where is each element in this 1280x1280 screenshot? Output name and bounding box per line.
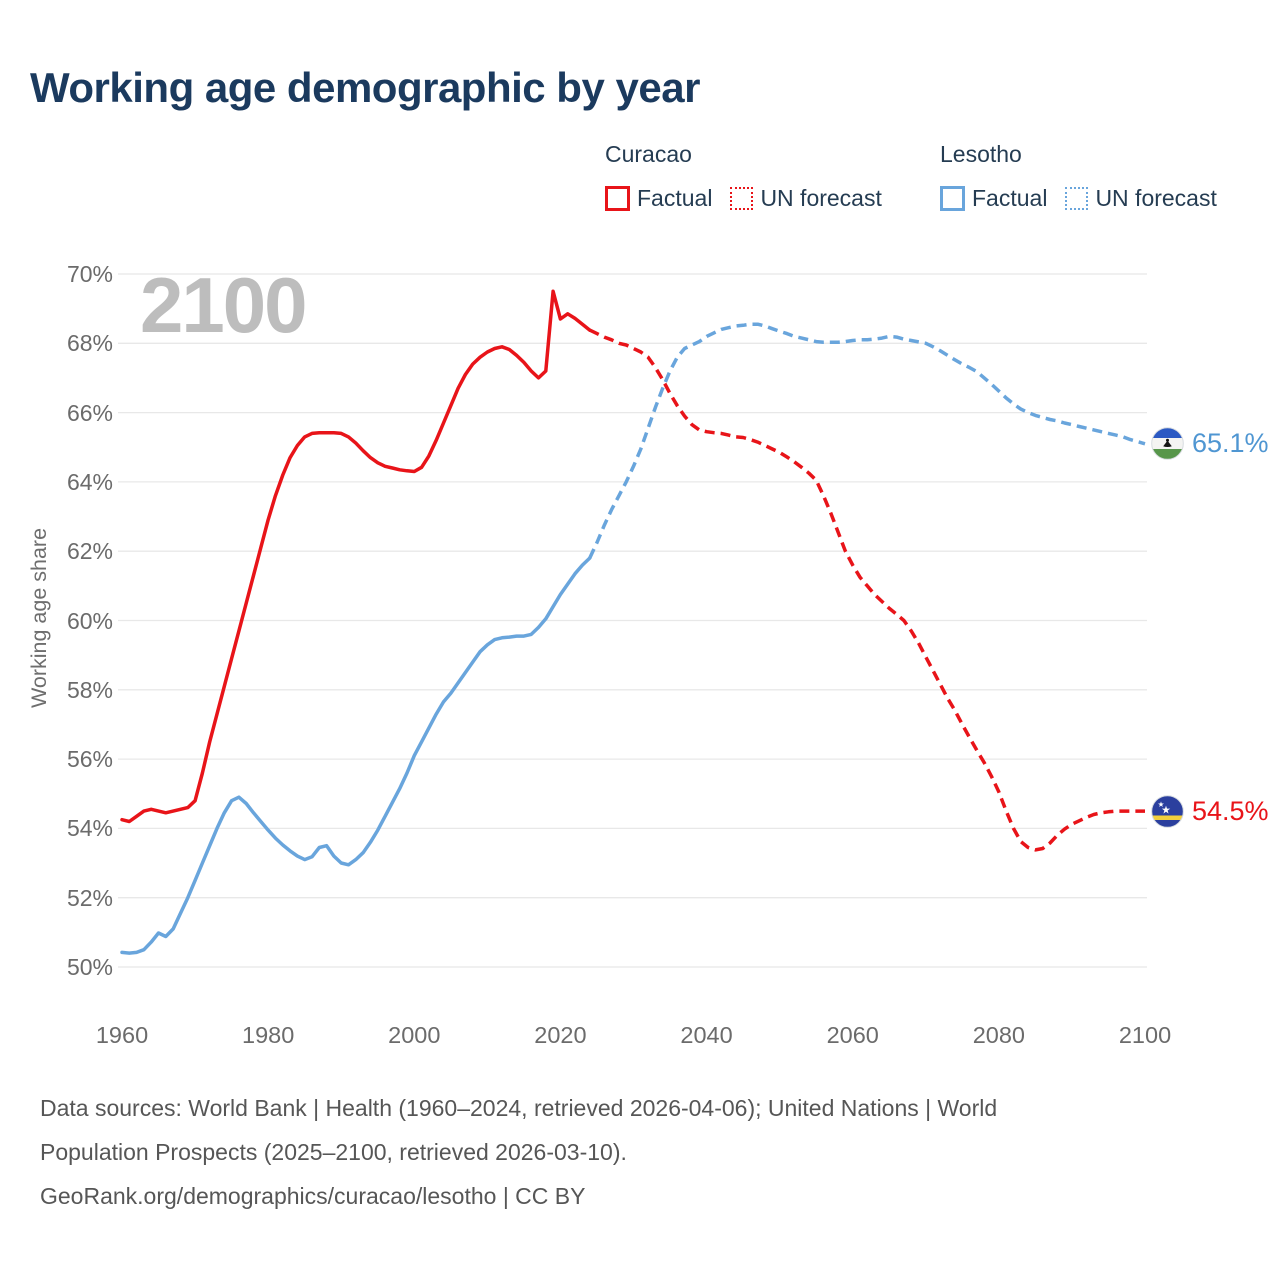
- x-tick-label: 2020: [534, 1022, 587, 1048]
- x-tick-label: 2080: [972, 1022, 1025, 1048]
- x-tick-label: 2060: [826, 1022, 879, 1048]
- current-year-watermark: 2100: [140, 261, 306, 349]
- curacao-forecast-line: [590, 330, 1145, 850]
- curacao-factual-line: [122, 291, 590, 821]
- x-tick-label: 1980: [242, 1022, 295, 1048]
- y-tick-label: 58%: [66, 676, 113, 703]
- y-tick-label: 70%: [66, 261, 113, 287]
- end-label-value: 54.5%: [1192, 795, 1269, 826]
- legend-item-label: Factual: [637, 185, 713, 211]
- y-tick-label: 52%: [66, 884, 113, 911]
- x-tick-label: 2000: [388, 1022, 441, 1048]
- curacao-flag-icon: [1151, 795, 1184, 828]
- x-tick-label: 1960: [95, 1022, 149, 1048]
- y-tick-label: 54%: [66, 815, 113, 842]
- page-title: Working age demographic by year: [30, 64, 700, 111]
- y-axis-label: Working age share: [27, 527, 51, 709]
- legend-group-label: Lesotho: [940, 141, 1022, 167]
- end-label-curacao: [1151, 795, 1269, 828]
- lesotho-factual-line: [122, 558, 590, 953]
- end-label-value: 65.1%: [1192, 428, 1269, 459]
- legend-item-label: UN forecast: [760, 185, 882, 211]
- y-tick-label: 66%: [66, 399, 113, 426]
- legend-item-label: UN forecast: [1095, 185, 1217, 211]
- y-tick-label: 56%: [66, 746, 113, 773]
- lesotho-flag-icon: [1151, 427, 1184, 460]
- y-tick-label: 60%: [66, 607, 113, 634]
- y-tick-label: 68%: [66, 330, 113, 357]
- y-tick-label: 64%: [66, 468, 113, 495]
- end-label-lesotho: [1151, 427, 1269, 460]
- footer-line: Population Prospects (2025–2100, retrieved 2026-03-10).: [40, 1139, 627, 1165]
- y-tick-label: 50%: [66, 954, 113, 980]
- data-sources-footer: [40, 1086, 997, 1218]
- x-tick-label: 2040: [680, 1022, 733, 1048]
- y-tick-label: 62%: [66, 538, 113, 565]
- footer-line: Data sources: World Bank | Health (1960–2024, retrieved 2026-04-06); United Nations | World: [40, 1095, 998, 1121]
- x-tick-label: 2100: [1118, 1022, 1172, 1048]
- lesotho-forecast-line: [590, 324, 1145, 558]
- footer-line: GeoRank.org/demographics/curacao/lesotho | CC BY: [40, 1183, 586, 1209]
- legend-group-label: Curacao: [605, 141, 692, 167]
- legend-item-label: Factual: [972, 185, 1048, 211]
